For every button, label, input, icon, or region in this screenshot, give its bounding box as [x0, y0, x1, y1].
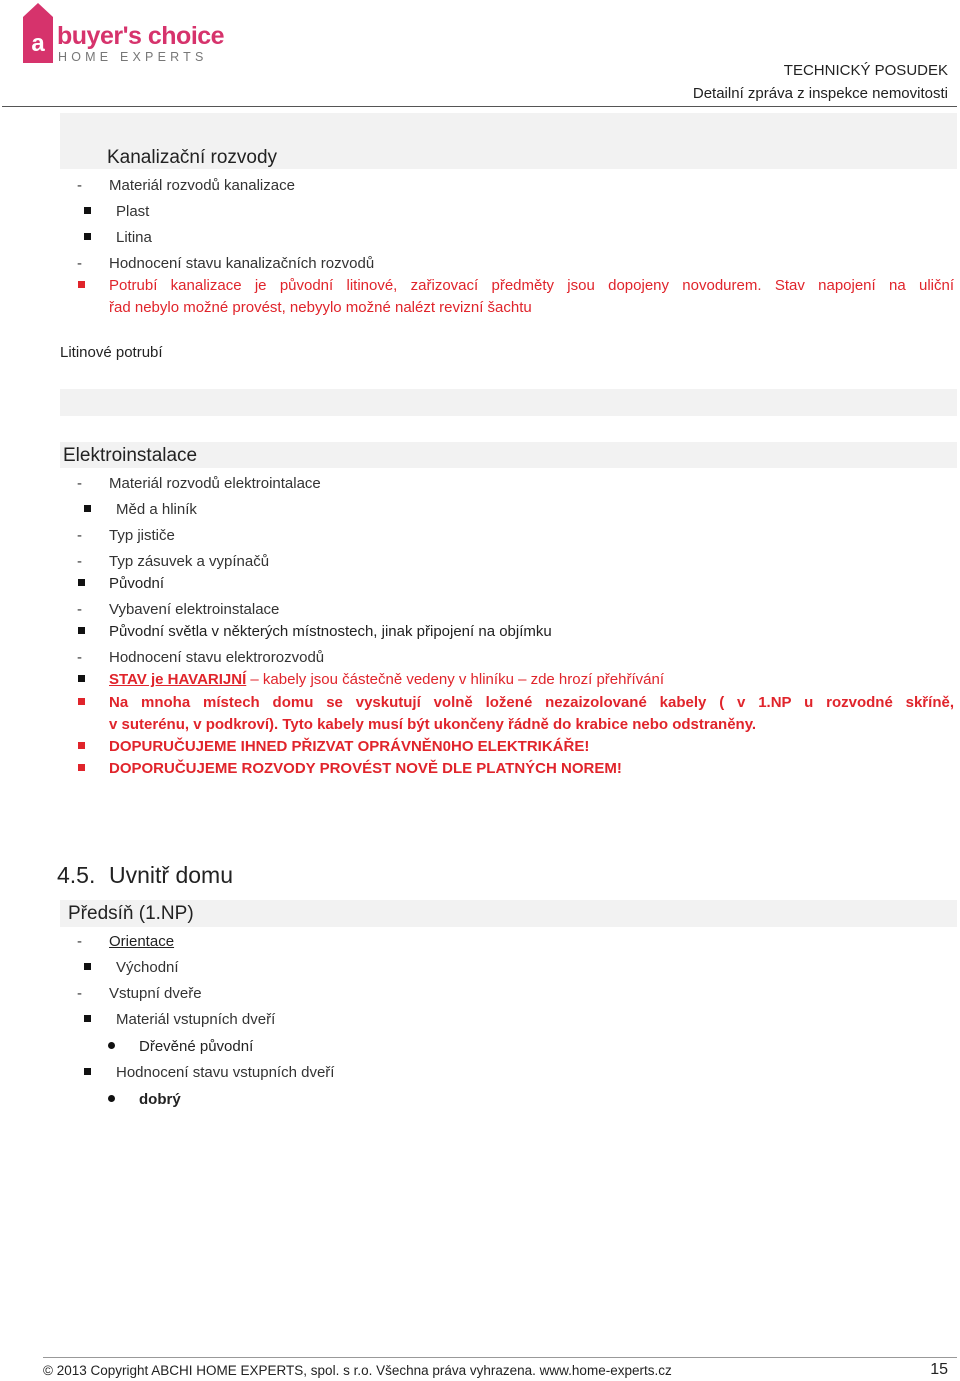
orientation-label: Orientace: [109, 933, 175, 950]
square-bullet-icon: [78, 698, 85, 705]
list-item: Původní světla v některých místnostech, jinak připojení na objímku: [109, 623, 552, 640]
list-item: Plast: [116, 203, 150, 220]
dash-marker: -: [77, 255, 82, 272]
warning-text: DOPURUČUJEME IHNED PŘIZVAT OPRÁVNĚN0HO ELEKTRIKÁŘE!: [109, 738, 590, 755]
section-heading-kanalizace: Kanalizační rozvody: [107, 147, 278, 168]
section-band: [60, 900, 957, 927]
square-bullet-icon: [84, 1015, 91, 1022]
warning-text: DOPORUČUJEME ROZVODY PROVÉST NOVĚ DLE PLATNÝCH NOREM!: [109, 760, 622, 777]
chapter-title: Uvnitř domu: [109, 862, 233, 888]
dash-marker: -: [77, 601, 82, 618]
dash-marker: -: [77, 933, 82, 950]
round-bullet-icon: [108, 1042, 115, 1049]
sockets-label: Typ zásuvek a vypínačů: [109, 553, 270, 570]
list-item: Materiál vstupních dveří: [116, 1011, 276, 1028]
dash-marker: -: [77, 177, 82, 194]
document-title: TECHNICKÝ POSUDEK: [783, 62, 948, 79]
square-bullet-icon: [78, 627, 85, 634]
state-detail: – kabely jsou částečně vedeny v hliníku – zde hrozí přehřívání: [246, 671, 664, 688]
list-item: Litina: [116, 229, 152, 246]
round-bullet-icon: [108, 1095, 115, 1102]
square-bullet-icon: [84, 963, 91, 970]
state-line: [109, 671, 664, 689]
list-item: Hodnocení stavu vstupních dveří: [116, 1064, 335, 1081]
list-item: Východní: [116, 959, 179, 976]
chapter-number: 4.5.: [57, 862, 96, 888]
list-item: dobrý: [139, 1091, 181, 1108]
list-item: Dřevěné původní: [139, 1038, 254, 1055]
state-alert: STAV je HAVARIJNÍ: [109, 671, 247, 688]
photo-caption: Litinové potrubí: [60, 344, 163, 361]
header-divider: [2, 106, 957, 107]
footer-divider: [43, 1357, 957, 1358]
svg-text:a: a: [31, 30, 45, 57]
list-item: Původní: [109, 575, 165, 592]
warning-text-cont: v suterénu, v podkroví). Tyto kabely musí být ukončeny řádně do krabice nebo odstraněny.: [109, 716, 757, 733]
footer-copyright: © 2013 Copyright ABCHI HOME EXPERTS, spol. s r.o. Všechna práva vyhrazena. www.home-experts.cz: [43, 1363, 672, 1378]
dash-marker: -: [77, 475, 82, 492]
square-bullet-icon: [78, 281, 85, 288]
material-label: Materiál rozvodů kanalizace: [109, 177, 295, 194]
rating-text-cont: řad nebylo možné provést, nebyylo možné nalézt revizní šachtu: [109, 299, 532, 316]
dash-marker: -: [77, 649, 82, 666]
square-bullet-icon: [78, 764, 85, 771]
rating-label: Hodnocení stavu elektrorozvodů: [109, 649, 325, 666]
square-bullet-icon: [78, 579, 85, 586]
logo-name: buyer's choice: [57, 22, 225, 50]
room-heading: Předsíň (1.NP): [68, 903, 194, 924]
dash-marker: -: [77, 527, 82, 544]
square-bullet-icon: [84, 207, 91, 214]
square-bullet-icon: [78, 742, 85, 749]
equipment-label: Vybavení elektroinstalace: [109, 601, 280, 618]
square-bullet-icon: [84, 505, 91, 512]
dash-marker: -: [77, 985, 82, 1002]
section-heading-elektro: Elektroinstalace: [63, 445, 198, 466]
dash-marker: -: [77, 553, 82, 570]
list-item: Měd a hliník: [116, 501, 197, 518]
door-label: Vstupní dveře: [109, 985, 202, 1002]
square-bullet-icon: [84, 1068, 91, 1075]
warning-text: Na mnoha místech domu se vyskutují volně ložené nezaizolované kabely ( v 1.NP u rozvodné skříně,: [109, 694, 954, 711]
logo-subtitle: HOME EXPERTS: [58, 50, 208, 64]
page-number: 15: [930, 1361, 948, 1378]
document-subtitle: Detailní zpráva z inspekce nemovitosti: [692, 85, 948, 102]
square-bullet-icon: [78, 675, 85, 682]
square-bullet-icon: [84, 233, 91, 240]
rating-text: Potrubí kanalizace je původní litinové, zařizovací předměty jsou dopojeny novodurem. Stav napojení na uliční: [109, 277, 954, 294]
material-label: Materiál rozvodů elektrointalace: [109, 475, 321, 492]
section-band: [60, 389, 957, 416]
logo-mark: [23, 3, 53, 63]
rating-label: Hodnocení stavu kanalizačních rozvodů: [109, 255, 375, 272]
breaker-label: Typ jističe: [109, 527, 175, 544]
